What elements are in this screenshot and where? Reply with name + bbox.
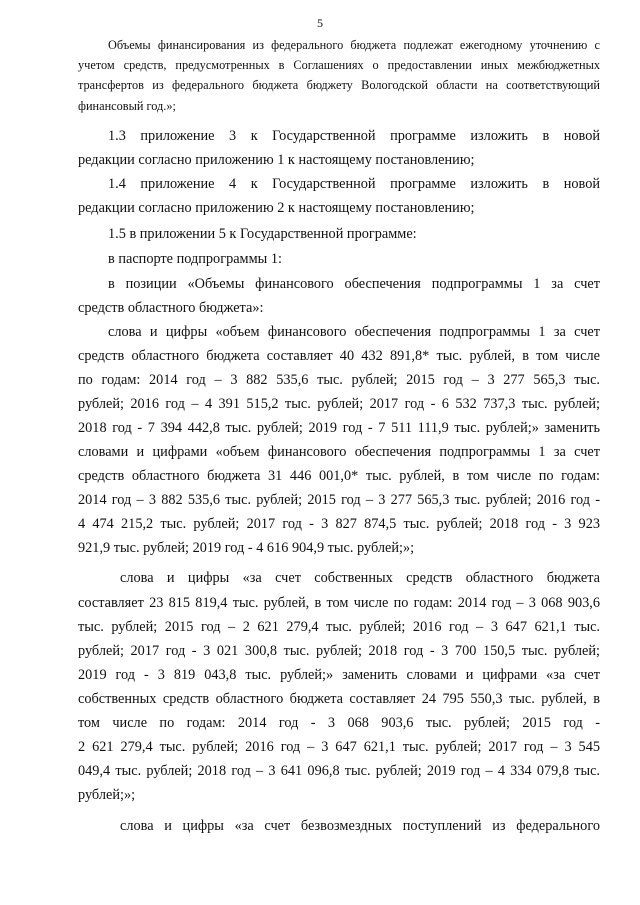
note-line-2: учетом средств, предусмотренных в Соглашениях о предоставлении иных межбюджетных [78,58,600,72]
body-line-2: редакции согласно приложению 1 к настоящему постановлению; [78,152,475,168]
body-line-3: 1.4 приложение 4 к Государственной программе изложить в новой [108,176,600,192]
body-line-15: средств областного бюджета 31 446 001,0* тыс. рублей, в том числе по годам: [78,468,600,484]
note-line-4: финансовый год.»; [78,99,176,113]
body-line-14: словами и цифрами «объем финансового обеспечения подпрограммы 1 за счет [78,444,600,460]
body-line-23: 2019 год - 3 819 043,8 тыс. рублей;» заменить словами и цифрами «за счет [78,667,600,683]
body-line-29: слова и цифры «за счет безвозмездных поступлений из федерального [120,818,600,834]
body-line-21: тыс. рублей; 2015 год – 2 621 279,4 тыс. рублей; 2016 год – 3 647 621,1 тыс. [78,619,600,635]
body-line-1: 1.3 приложение 3 к Государственной программе изложить в новой [108,128,600,144]
body-line-6: в паспорте подпрограммы 1: [108,251,282,267]
body-line-13: 2018 год - 7 394 442,8 тыс. рублей; 2019 год - 7 511 111,9 тыс. рублей;» заменить [78,420,600,436]
body-line-10: средств областного бюджета составляет 40 432 891,8* тыс. рублей, в том числе [78,348,600,364]
body-line-22: рублей; 2017 год - 3 021 300,8 тыс. рублей; 2018 год - 3 700 150,5 тыс. рублей; [78,643,600,659]
note-line-3: трансфертов из федерального бюджета бюджету Вологодской области на соответствующий [78,78,600,92]
body-line-19: слова и цифры «за счет собственных средств областного бюджета [120,570,600,586]
page-number: 5 [317,16,323,30]
body-line-26: 2 621 279,4 тыс. рублей; 2016 год – 3 647 621,1 тыс. рублей; 2017 год – 3 545 [78,739,600,755]
body-line-5: 1.5 в приложении 5 к Государственной программе: [108,226,417,242]
body-line-9: слова и цифры «объем финансового обеспечения подпрограммы 1 за счет [108,324,600,340]
body-line-7: в позиции «Объемы финансового обеспечения подпрограммы 1 за счет [108,276,600,292]
body-line-24: собственных средств областного бюджета составляет 24 795 550,3 тыс. рублей, в [78,691,600,707]
body-line-4: редакции согласно приложению 2 к настоящему постановлению; [78,200,475,216]
body-line-12: рублей; 2016 год – 4 391 515,2 тыс. рублей; 2017 год - 6 532 737,3 тыс. рублей; [78,396,600,412]
body-line-25: том числе по годам: 2014 год - 3 068 903,6 тыс. рублей; 2015 год - [78,715,600,731]
body-line-11: по годам: 2014 год – 3 882 535,6 тыс. рублей; 2015 год – 3 277 565,3 тыс. [78,372,600,388]
body-line-18: 921,9 тыс. рублей; 2019 год - 4 616 904,9 тыс. рублей;»; [78,540,415,556]
body-line-27: 049,4 тыс. рублей; 2018 год – 3 641 096,8 тыс. рублей; 2019 год – 4 334 079,8 тыс. [78,763,600,779]
body-line-8: средств областного бюджета»: [78,300,264,316]
body-line-17: 4 474 215,2 тыс. рублей; 2017 год - 3 827 874,5 тыс. рублей; 2018 год - 3 923 [78,516,600,532]
body-line-28: рублей;»; [78,787,136,803]
body-line-20: составляет 23 815 819,4 тыс. рублей, в том числе по годам: 2014 год – 3 068 903,6 [78,595,600,611]
note-line-1: Объемы финансирования из федерального бюджета подлежат ежегодному уточнению с [108,38,600,52]
body-line-16: 2014 год – 3 882 535,6 тыс. рублей; 2015 год – 3 277 565,3 тыс. рублей; 2016 год - [78,492,600,508]
